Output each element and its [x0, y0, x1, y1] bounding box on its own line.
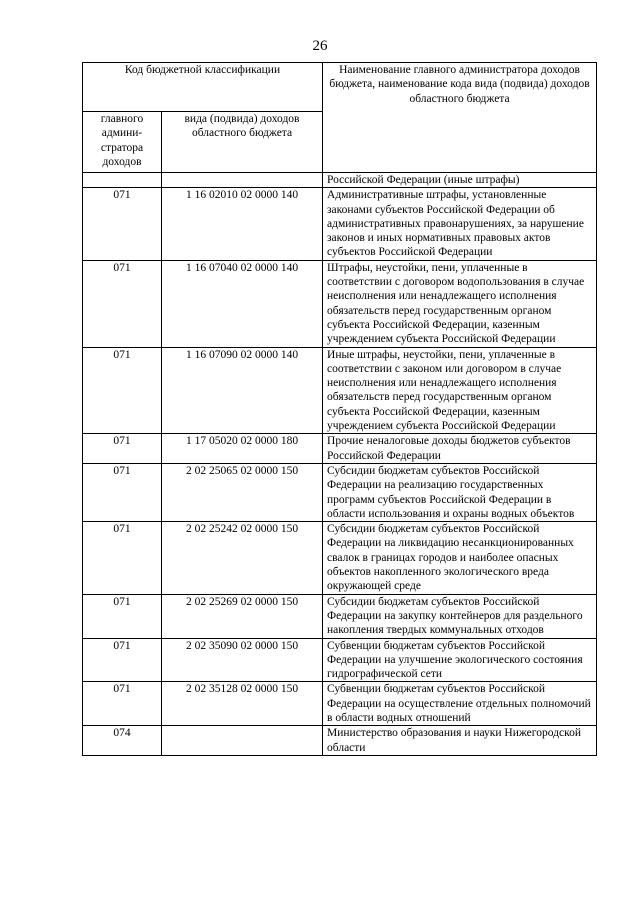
cell-description: Прочие неналоговые доходы бюджетов субъектов Российской Федерации: [323, 434, 597, 464]
budget-classification-table: [82, 62, 597, 756]
table-header: [83, 63, 597, 173]
table-row: [83, 434, 597, 464]
cell-revenue-code: [162, 173, 323, 188]
cell-revenue-code: 1 16 07090 02 0000 140: [162, 347, 323, 434]
cell-revenue-code: 2 02 35128 02 0000 150: [162, 682, 323, 726]
table-row: [83, 594, 597, 638]
cell-revenue-code: 2 02 25065 02 0000 150: [162, 463, 323, 521]
table-row: [83, 522, 597, 594]
cell-admin-code: 071: [83, 594, 162, 638]
table-row-continuation: [83, 173, 597, 188]
cell-revenue-code: 1 16 02010 02 0000 140: [162, 188, 323, 260]
cell-admin-code: 071: [83, 260, 162, 347]
cell-description: Субвенции бюджетам субъектов Российской Федерации на осуществление отдельных полномочий в области водных отношений: [323, 682, 597, 726]
cell-description: Министерство образования и науки Нижегородской области: [323, 726, 597, 756]
cell-admin-code: 071: [83, 522, 162, 594]
cell-description: Субсидии бюджетам субъектов Российской Федерации на ликвидацию несанкционированных свалок в границах городов и наиболее опасных объектов накопленного экологического вреда окружающей среде: [323, 522, 597, 594]
cell-revenue-code: 2 02 25242 02 0000 150: [162, 522, 323, 594]
cell-description: Российской Федерации (иные штрафы): [323, 173, 597, 188]
header-budget-classification-code: Код бюджетной классификации: [83, 63, 323, 112]
header-revenue-type-code: вида (подвида) доходов областного бюджета: [162, 112, 323, 173]
cell-description: Субсидии бюджетам субъектов Российской Федерации на реализацию государственных программ субъектов Российской Федерации в области использования и охраны водных объектов: [323, 463, 597, 521]
table-row: [83, 682, 597, 726]
cell-admin-code: 074: [83, 726, 162, 756]
cell-description: Субсидии бюджетам субъектов Российской Федерации на закупку контейнеров для раздельного накопления твердых коммунальных отходов: [323, 594, 597, 638]
cell-admin-code: 071: [83, 188, 162, 260]
cell-description: Штрафы, неустойки, пени, уплаченные в соответствии с договором водопользования в случае неисполнения или ненадлежащего исполнения обязательств перед государственным органом субъекта Российской Федерации, казенным учреждением субъекта Российской Федерации: [323, 260, 597, 347]
table-body: [83, 173, 597, 756]
cell-admin-code: 071: [83, 463, 162, 521]
cell-admin-code: 071: [83, 434, 162, 464]
cell-admin-code: 071: [83, 682, 162, 726]
page-number: 26: [312, 38, 328, 54]
table-row: [83, 726, 597, 756]
header-main-administrator: главного админи-стратора доходов: [83, 112, 162, 173]
cell-description: Субвенции бюджетам субъектов Российской Федерации на улучшение экологического состояния гидрографической сети: [323, 638, 597, 682]
cell-revenue-code: 1 16 07040 02 0000 140: [162, 260, 323, 347]
cell-revenue-code: 1 17 05020 02 0000 180: [162, 434, 323, 464]
cell-description: Административные штрафы, установленные законами субъектов Российской Федерации об административных правонарушениях, за нарушение законов и иных нормативных правовых актов субъектов Российской Федерации: [323, 188, 597, 260]
table-row: [83, 463, 597, 521]
cell-revenue-code: 2 02 35090 02 0000 150: [162, 638, 323, 682]
cell-description: Иные штрафы, неустойки, пени, уплаченные в соответствии с законом или договором в случае неисполнения или ненадлежащего исполнения обязательств перед государственным органом субъекта Российской Федерации, казенным учреждением субъекта Российской Федерации: [323, 347, 597, 434]
cell-admin-code: 071: [83, 638, 162, 682]
table-row: [83, 188, 597, 260]
cell-admin-code: [83, 173, 162, 188]
table-row: [83, 260, 597, 347]
table-row: [83, 347, 597, 434]
cell-admin-code: 071: [83, 347, 162, 434]
cell-revenue-code: 2 02 25269 02 0000 150: [162, 594, 323, 638]
table-row: [83, 638, 597, 682]
header-administrator-name: Наименование главного администратора доходов бюджета, наименование кода вида (подвида) доходов областного бюджета: [323, 63, 597, 173]
cell-revenue-code: [162, 726, 323, 756]
